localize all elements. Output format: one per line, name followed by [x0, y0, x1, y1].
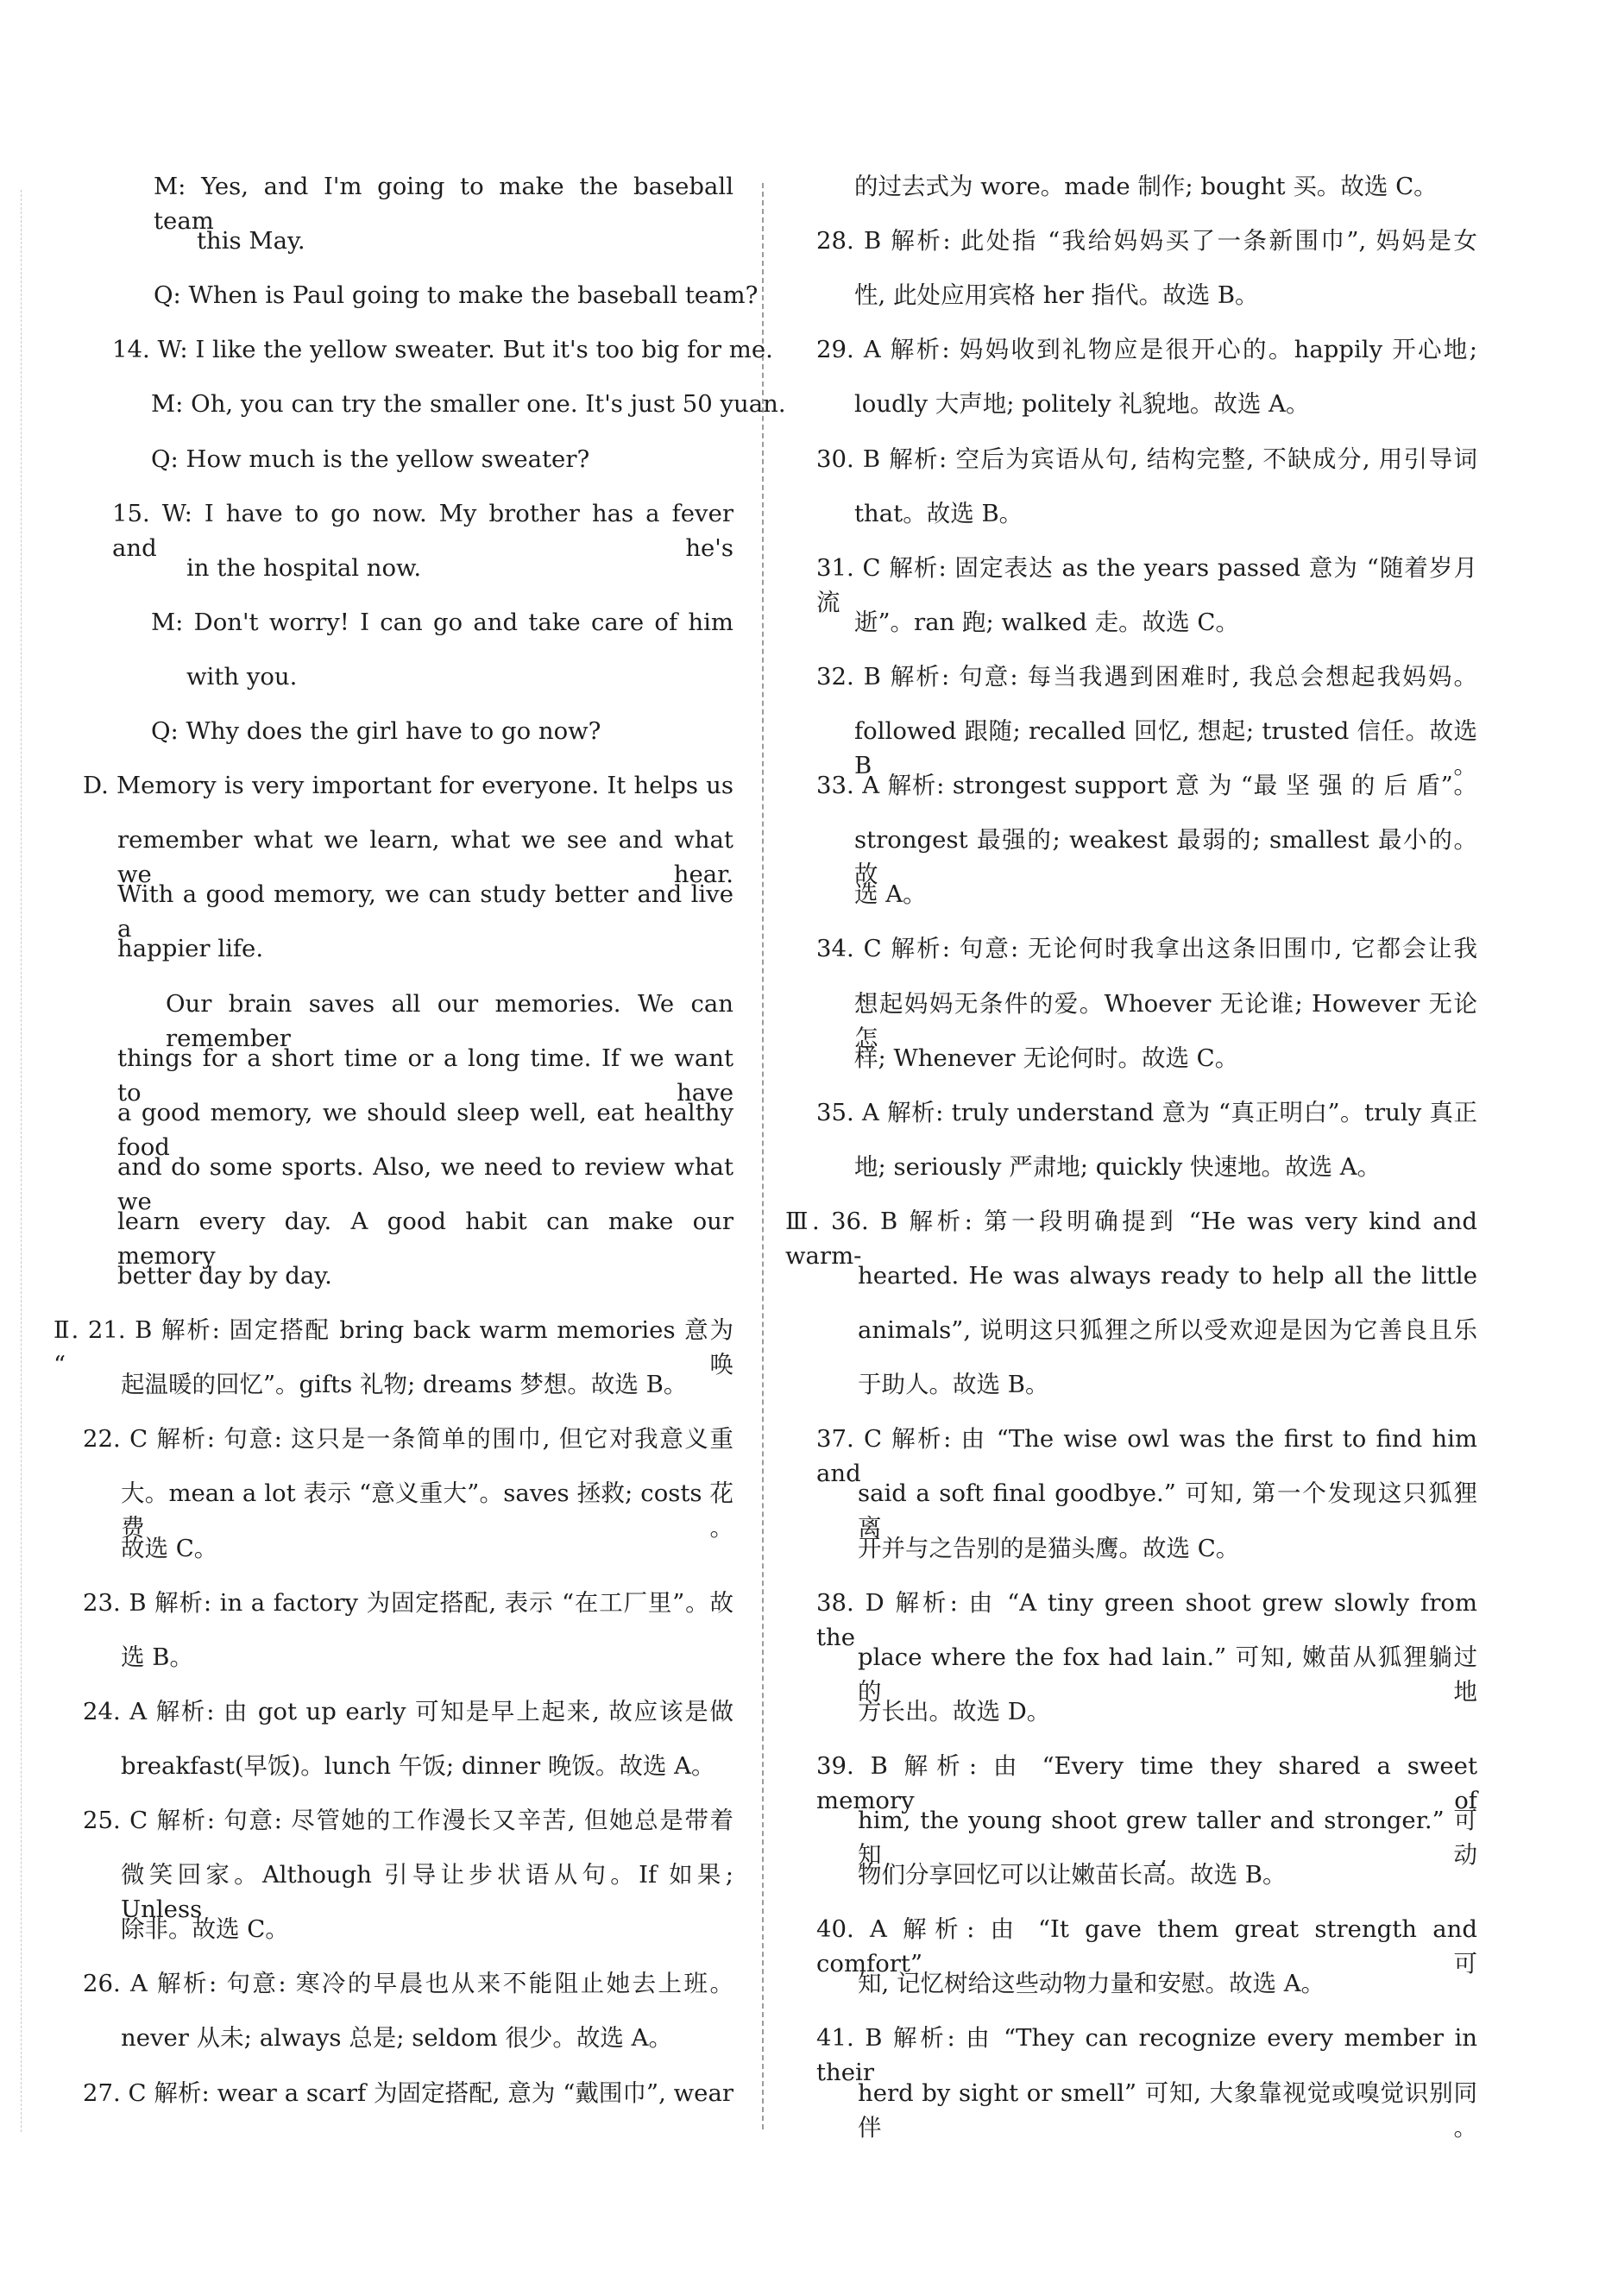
left-column-line: Q: How much is the yellow sweater?: [151, 445, 590, 473]
left-column-line: with you.: [186, 662, 298, 691]
right-column-line: 选 A。: [854, 880, 927, 909]
left-column-line: 除非。故选 C。: [121, 1915, 289, 1944]
left-column-line: 微笑回家。Although 引导让步状语从句。If 如果; Unless: [121, 1861, 733, 1924]
left-column-line: 14. W: I like the yellow sweater. But it's too big for me.: [112, 336, 773, 364]
right-column-line: 逝”。ran 跑; walked 走。故选 C。: [854, 608, 1239, 636]
right-column-line: 于助人。故选 B。: [858, 1371, 1049, 1399]
left-column-line: 23. B 解析: in a factory 为固定搭配, 表示 “在工厂里”。故: [83, 1588, 733, 1617]
right-column-line: 38. D 解析: 由 “A tiny green shoot grew slowly from the: [816, 1588, 1477, 1651]
left-column-line: better day by day.: [117, 1262, 332, 1290]
left-column-line: never 从未; always 总是; seldom 很少。故选 A。: [121, 2024, 672, 2053]
left-column-line: 选 B。: [121, 1643, 193, 1671]
right-column-line: 40. A 解析: 由 “It gave them great strength and comfort” 可: [816, 1915, 1477, 1978]
column-divider: [762, 183, 764, 2129]
right-column-line: 28. B 解析: 此处指 “我给妈妈买了一条新围巾”, 妈妈是女: [816, 227, 1477, 255]
left-column-line: M: Don't worry! I can go and take care of him: [151, 608, 733, 636]
left-column-line: and do some sports. Also, we need to review what we: [117, 1152, 733, 1215]
left-column-line: D. Memory is very important for everyone. It helps us: [83, 772, 733, 800]
right-column-line: 37. C 解析: 由 “The wise owl was the first to find him and: [816, 1425, 1477, 1488]
right-column-line: 31. C 解析: 固定表达 as the years passed 意为 “随着岁月流: [816, 553, 1477, 616]
right-column-line: 30. B 解析: 空后为宾语从句, 结构完整, 不缺成分, 用引导词: [816, 445, 1477, 473]
right-column-line: Ⅲ. 36. B 解析: 第一段明确提到 “He was very kind and warm-: [785, 1207, 1477, 1270]
right-column-line: hearted. He was always ready to help all the little: [858, 1262, 1477, 1290]
right-column-line: 41. B 解析: 由 “They can recognize every member in their: [816, 2024, 1477, 2087]
left-column-line: 22. C 解析: 句意: 这只是一条简单的围巾, 但它对我意义重: [83, 1425, 733, 1454]
right-column-line: that。故选 B。: [854, 499, 1023, 527]
left-column-line: Q: When is Paul going to make the baseball team?: [154, 281, 759, 310]
right-column-line: 39. B 解析: 由 “Every time they shared a sweet memory of: [816, 1751, 1477, 1814]
right-column-line: animals”, 说明这只狐狸之所以受欢迎是因为它善良且乐: [858, 1316, 1477, 1345]
left-column-line: Our brain saves all our memories. We can remember: [166, 989, 733, 1052]
right-column-line: 知, 记忆树给这些动物力量和安慰。故选 A。: [858, 1970, 1325, 1998]
right-column-line: strongest 最强的; weakest 最弱的; smallest 最小的。故: [854, 826, 1477, 889]
left-column-line: in the hospital now.: [186, 553, 422, 582]
right-column-line: 想起妈妈无条件的爱。Whoever 无论谁; However 无论怎: [854, 989, 1477, 1052]
left-column-line: M: Oh, you can try the smaller one. It's just 50 yuan.: [151, 390, 786, 419]
right-column-line: 方长出。故选 D。: [858, 1697, 1051, 1725]
right-column-line: place where the fox had lain.” 可知, 嫩苗从狐狸躺过的地: [858, 1643, 1477, 1706]
left-column-line: this May.: [197, 227, 305, 255]
left-column-line: breakfast(早饭)。lunch 午饭; dinner 晚饭。故选 A。: [121, 1751, 715, 1780]
right-column-line: loudly 大声地; politely 礼貌地。故选 A。: [854, 390, 1310, 419]
left-column-line: M: Yes, and I'm going to make the baseball team: [154, 173, 733, 235]
left-column-line: With a good memory, we can study better and live a: [117, 880, 733, 943]
right-column-line: 物们分享回忆可以让嫩苗长高。故选 B。: [858, 1861, 1287, 1889]
left-column-line: 27. C 解析: wear a scarf 为固定搭配, 意为 “戴围巾”, wear: [83, 2078, 733, 2107]
right-column-line: 样; Whenever 无论何时。故选 C。: [854, 1044, 1239, 1072]
left-column-line: remember what we learn, what we see and what we hear.: [117, 826, 733, 889]
right-column-line: 34. C 解析: 句意: 无论何时我拿出这条旧围巾, 它都会让我: [816, 935, 1477, 963]
right-column-line: 地; seriously 严肃地; quickly 快速地。故选 A。: [854, 1152, 1382, 1181]
right-column-line: 32. B 解析: 句意: 每当我遇到困难时, 我总会想起我妈妈。: [816, 662, 1477, 691]
left-column-line: 起温暖的回忆”。gifts 礼物; dreams 梦想。故选 B。: [121, 1371, 688, 1399]
left-column-line: 26. A 解析: 句意: 寒冷的早晨也从来不能阻止她去上班。: [83, 1970, 733, 1998]
left-column-line: learn every day. A good habit can make our memory: [117, 1207, 733, 1270]
right-column-line: 开并与之告别的是猫头鹰。故选 C。: [858, 1534, 1240, 1562]
left-column-line: Q: Why does the girl have to go now?: [151, 717, 601, 745]
left-column-line: things for a short time or a long time. If we want to have: [117, 1044, 733, 1107]
left-column-line: 故选 C。: [121, 1534, 218, 1562]
right-column-line: 33. A 解析: strongest support 意 为 “最 坚 强 的 后 盾”。: [816, 772, 1477, 800]
right-column-line: 35. A 解析: truly understand 意为 “真正明白”。truly 真正: [816, 1098, 1477, 1126]
left-column-line: 15. W: I have to go now. My brother has a fever and he's: [112, 499, 733, 562]
left-column-line: a good memory, we should sleep well, eat healthy food: [117, 1098, 733, 1161]
right-column-line: 29. A 解析: 妈妈收到礼物应是很开心的。happily 开心地;: [816, 336, 1477, 364]
right-column-line: 性, 此处应用宾格 her 指代。故选 B。: [854, 281, 1259, 310]
left-column-line: 24. A 解析: 由 got up early 可知是早上起来, 故应该是做: [83, 1697, 733, 1725]
right-column-line: herd by sight or smell” 可知, 大象靠视觉或嗅觉识别同伴。: [858, 2078, 1477, 2141]
left-margin-rule: [21, 190, 22, 2132]
left-column-line: 大。mean a lot 表示 “意义重大”。saves 拯救; costs 花费。: [121, 1479, 733, 1542]
right-column-line: 的过去式为 wore。made 制作; bought 买。故选 C。: [854, 173, 1438, 200]
right-column-line: him, the young shoot grew taller and stronger.” 可知, 动: [858, 1807, 1477, 1869]
left-column-line: 25. C 解析: 句意: 尽管她的工作漫长又辛苦, 但她总是带着: [83, 1807, 733, 1834]
right-column-line: said a soft final goodbye.” 可知, 第一个发现这只狐狸离: [858, 1479, 1477, 1542]
right-column-line: followed 跟随; recalled 回忆, 想起; trusted 信任。故选 B。: [854, 717, 1477, 779]
left-column-line: happier life.: [117, 935, 264, 963]
left-column-line: Ⅱ. 21. B 解析: 固定搭配 bring back warm memories 意为 “唤: [54, 1316, 733, 1379]
